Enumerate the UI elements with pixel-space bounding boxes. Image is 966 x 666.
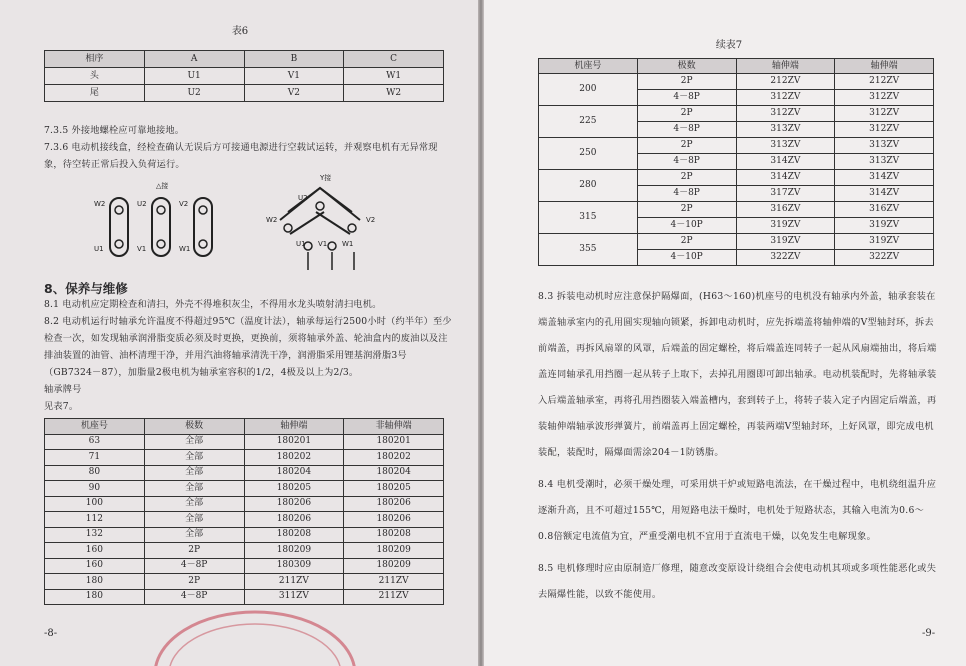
table7-header-cell: 极数: [144, 419, 244, 435]
wye-label-u1: U1: [296, 240, 306, 248]
table7-continued: [538, 58, 934, 266]
table7-cell: 180201: [244, 434, 344, 450]
table7c-row: [539, 138, 934, 154]
table7c-frame-cell: 225: [539, 106, 638, 138]
table7-cell: 180204: [244, 465, 344, 481]
delta-label-v1: V1: [137, 245, 147, 253]
table7c-cell: 314ZV: [835, 170, 934, 186]
wye-label-w2: W2: [266, 216, 278, 224]
wye-title: Y接: [320, 174, 332, 182]
table7-cell: 180309: [244, 558, 344, 574]
table7-cell: 160: [45, 558, 145, 574]
table7c-header-cell: 轴伸端: [835, 59, 934, 74]
table7c-cell: 2P: [637, 202, 736, 218]
table7-cell: 180205: [244, 481, 344, 497]
table7-cell: 2P: [144, 543, 244, 559]
table7-cell: 211ZV: [344, 574, 444, 590]
delta-title: △接: [156, 182, 169, 190]
table7c-cell: 313ZV: [835, 154, 934, 170]
delta-label-u2: U2: [137, 200, 147, 208]
table7-row: [45, 465, 444, 481]
table7-cell: 160: [45, 543, 145, 559]
table7-cell: 180: [45, 574, 145, 590]
table6-header-cell: A: [144, 51, 244, 68]
table7c-cell: 316ZV: [835, 202, 934, 218]
table7c-cell: 312ZV: [835, 106, 934, 122]
table7-cell: 180209: [244, 543, 344, 559]
table7c-cell: 316ZV: [736, 202, 835, 218]
delta-connection-diagram: [84, 176, 234, 262]
text-bearing-code: 轴承牌号: [44, 384, 82, 395]
left-page: [0, 0, 478, 666]
table7c-frame-cell: 315: [539, 202, 638, 234]
table7-cell: 4－8P: [144, 589, 244, 605]
table7c-cell: 212ZV: [736, 74, 835, 90]
table6-caption: 表6: [231, 26, 249, 37]
table7c-row: [539, 202, 934, 218]
wye-label-v2: V2: [366, 216, 376, 224]
table7-cell: 180206: [344, 496, 444, 512]
table6-cell: U1: [144, 68, 244, 85]
table6-cell: W2: [344, 85, 444, 102]
table7-cell: 311ZV: [244, 589, 344, 605]
table7-cell: 112: [45, 512, 145, 528]
table7c-frame-cell: 250: [539, 138, 638, 170]
table7-cell: 211ZV: [244, 574, 344, 590]
table7-cell: 180208: [244, 527, 344, 543]
table7c-cell: 312ZV: [736, 106, 835, 122]
text-8-3: 8.3 拆装电动机时应注意保护隔爆面，(H63～160)机座号的电机没有轴承内外盖，轴承套装在端盖轴承室内的孔用圆实现轴向锁紧，拆卸电动机时，应先拆端盖将轴伸端的V型轴封环，拆去前端盖，再拆风扇罩的风罩，后端盖的固定螺栓，将后端盖连同转子一起从风扇端抽出，将后端盖连同轴承孔用挡圈一起从转子上取下，去掉孔用圈即可卸出轴承。电动机装配时，先将轴承装入后端盖轴承室，再将孔用挡圈装入端盖槽内，套到转子上，将转子装入定子内固定后端盖，再装轴伸端轴承波形弹簧片，前端盖再上固定螺栓，再装两端V型轴封环，上好风罩，即完成电机装配，装配时，隔爆面需涂204－1防锈脂。: [538, 291, 937, 458]
table7-row: [45, 481, 444, 497]
page-number-right: -9-: [922, 628, 936, 639]
table7-header-cell: 机座号: [45, 419, 145, 435]
table7-header-cell: 轴伸端: [244, 419, 344, 435]
table7c-cell: 2P: [637, 74, 736, 90]
table6-cell: V1: [244, 68, 344, 85]
right-body: [538, 284, 938, 614]
table7c-cell: 2P: [637, 170, 736, 186]
table6-row: [45, 68, 444, 85]
delta-label-w2: W2: [94, 200, 106, 208]
table7-cell: 180204: [344, 465, 444, 481]
table7-cell: 180202: [344, 450, 444, 466]
table7c-cell: 2P: [637, 106, 736, 122]
table7-cell: 全部: [144, 434, 244, 450]
table7c-frame-cell: 355: [539, 234, 638, 266]
delta-label-u1: U1: [94, 245, 104, 253]
text-7-3-6: 7.3.6 电动机接线盒，经检查确认无误后方可接通电源进行空载试运转，并观察电机有无异常现象，待空转正常后投入负荷运行。: [44, 142, 438, 170]
section-8-heading: 8、保养与维修: [44, 281, 128, 296]
table7c-cell: 4－8P: [637, 154, 736, 170]
table7c-cell: 319ZV: [736, 234, 835, 250]
wye-connection-diagram: [258, 170, 388, 276]
table7-cell: 4－8P: [144, 558, 244, 574]
section-8-body: [44, 296, 454, 415]
table7-cell: 全部: [144, 496, 244, 512]
table6-cell: U2: [144, 85, 244, 102]
text-see-table7: 见表7。: [44, 401, 79, 412]
table7-cell: 全部: [144, 481, 244, 497]
table7-row: [45, 450, 444, 466]
table7c-row: [539, 234, 934, 250]
delta-label-w1: W1: [179, 245, 191, 253]
table7c-cell: 313ZV: [835, 138, 934, 154]
table7c-cell: 4－8P: [637, 122, 736, 138]
table7-cell: 132: [45, 527, 145, 543]
table7c-cell: 319ZV: [835, 218, 934, 234]
table6-header-cell: B: [244, 51, 344, 68]
table7c-cell: 319ZV: [736, 218, 835, 234]
table6: [44, 50, 444, 102]
text-8-2: 8.2 电动机运行时轴承允许温度不得超过95℃（温度计法），轴承每运行2500小时（约半年）至少检查一次，如发现轴承润滑脂变质必须及时更换，更换前，须将轴承外盖、轮油盒内的废油以及注排油装置的油管、油杯清理干净，并用汽油将轴承清洗干净，润滑脂采用锂基润滑脂3号（GB7324－87），加脂量2极电机为轴承室容积的1/2，4极及以上为2/3。: [44, 316, 452, 378]
table7-continued-caption: 续表7: [715, 40, 743, 51]
table7c-frame-cell: 200: [539, 74, 638, 106]
table7c-cell: 312ZV: [835, 122, 934, 138]
table7c-cell: 322ZV: [736, 250, 835, 266]
table7-cell: 180201: [344, 434, 444, 450]
table6-cell: W1: [344, 68, 444, 85]
table7c-cell: 4－10P: [637, 250, 736, 266]
table7c-header-cell: 极数: [637, 59, 736, 74]
table6-cell: V2: [244, 85, 344, 102]
table7-row: [45, 496, 444, 512]
right-page: [484, 0, 966, 666]
text-8-1: 8.1 电动机应定期检查和清扫，外壳不得堆积灰尘，不得用水龙头喷射清扫电机。: [44, 299, 382, 310]
table7-cell: 100: [45, 496, 145, 512]
table7-cell: 180206: [244, 512, 344, 528]
table7-header-cell: 非轴伸端: [344, 419, 444, 435]
table7c-cell: 314ZV: [736, 170, 835, 186]
table6-header-cell: C: [344, 51, 444, 68]
table7c-cell: 4－8P: [637, 186, 736, 202]
table7-cell: 180206: [344, 512, 444, 528]
table7-cell: 71: [45, 450, 145, 466]
text-8-4: 8.4 电机受潮时，必须干燥处理，可采用烘干炉或短路电流法，在干燥过程中，电机绕组温升应逐渐升高，且不可超过155℃，用短路电法干燥时，电机处于短路状态，其输入电流为0.6～0.8倍额定电流值为宜，严重受潮电机不宜用于直流电干燥，以免发生电解现象。: [538, 479, 937, 542]
wye-label-w1: W1: [342, 240, 354, 248]
text-7-3-5: 7.3.5 外接地螺栓应可靠地接地。: [44, 125, 185, 136]
table6-row: [45, 85, 444, 102]
table7c-cell: 4－10P: [637, 218, 736, 234]
table7-cell: 180202: [244, 450, 344, 466]
table7c-row: [539, 170, 934, 186]
table7c-cell: 212ZV: [835, 74, 934, 90]
table7-row: [45, 434, 444, 450]
table7c-cell: 314ZV: [835, 186, 934, 202]
table7c-row: [539, 74, 934, 90]
table7c-cell: 2P: [637, 234, 736, 250]
table7-cell: 全部: [144, 450, 244, 466]
table7c-cell: 312ZV: [835, 90, 934, 106]
table7c-cell: 2P: [637, 138, 736, 154]
table7-cell: 2P: [144, 574, 244, 590]
table7-row: [45, 558, 444, 574]
table7-row: [45, 574, 444, 590]
table6-cell: 头: [45, 68, 145, 85]
table7c-cell: 322ZV: [835, 250, 934, 266]
table7-cell: 180: [45, 589, 145, 605]
wye-label-v1: V1: [318, 240, 328, 248]
table7-cell: 90: [45, 481, 145, 497]
table7-cell: 63: [45, 434, 145, 450]
table7-cell: 180206: [244, 496, 344, 512]
table7c-header-cell: 轴伸端: [736, 59, 835, 74]
delta-label-v2: V2: [179, 200, 189, 208]
table7-row: [45, 512, 444, 528]
table7-cell: 180209: [344, 543, 444, 559]
table7-cell: 全部: [144, 527, 244, 543]
table7c-cell: 314ZV: [736, 154, 835, 170]
table7c-cell: 317ZV: [736, 186, 835, 202]
wye-label-u2: U2: [298, 194, 308, 202]
table7c-header-cell: 机座号: [539, 59, 638, 74]
table7-cell: 180209: [344, 558, 444, 574]
table7c-cell: 4－8P: [637, 90, 736, 106]
table7c-cell: 312ZV: [736, 90, 835, 106]
table7c-frame-cell: 280: [539, 170, 638, 202]
table7-cell: 180208: [344, 527, 444, 543]
text-8-5: 8.5 电机修理时应由原制造厂修理，随意改变原设计绕组合会使电动机其项或多项性能恶化或失去隔爆性能，以致不能使用。: [538, 563, 937, 600]
table7-row: [45, 543, 444, 559]
table7c-cell: 313ZV: [736, 122, 835, 138]
table7c-row: [539, 106, 934, 122]
table7c-cell: 313ZV: [736, 138, 835, 154]
table7-cell: 211ZV: [344, 589, 444, 605]
page-number-left: -8-: [44, 628, 58, 639]
table7-row: [45, 527, 444, 543]
table7-cell: 全部: [144, 465, 244, 481]
table7c-cell: 319ZV: [835, 234, 934, 250]
table6-cell: 尾: [45, 85, 145, 102]
table7-cell: 180205: [344, 481, 444, 497]
table7: [44, 418, 444, 605]
table7-cell: 80: [45, 465, 145, 481]
red-stamp: [140, 588, 370, 666]
table7-cell: 全部: [144, 512, 244, 528]
table6-header-cell: 相序: [45, 51, 145, 68]
section-7-3-5: [44, 122, 454, 173]
